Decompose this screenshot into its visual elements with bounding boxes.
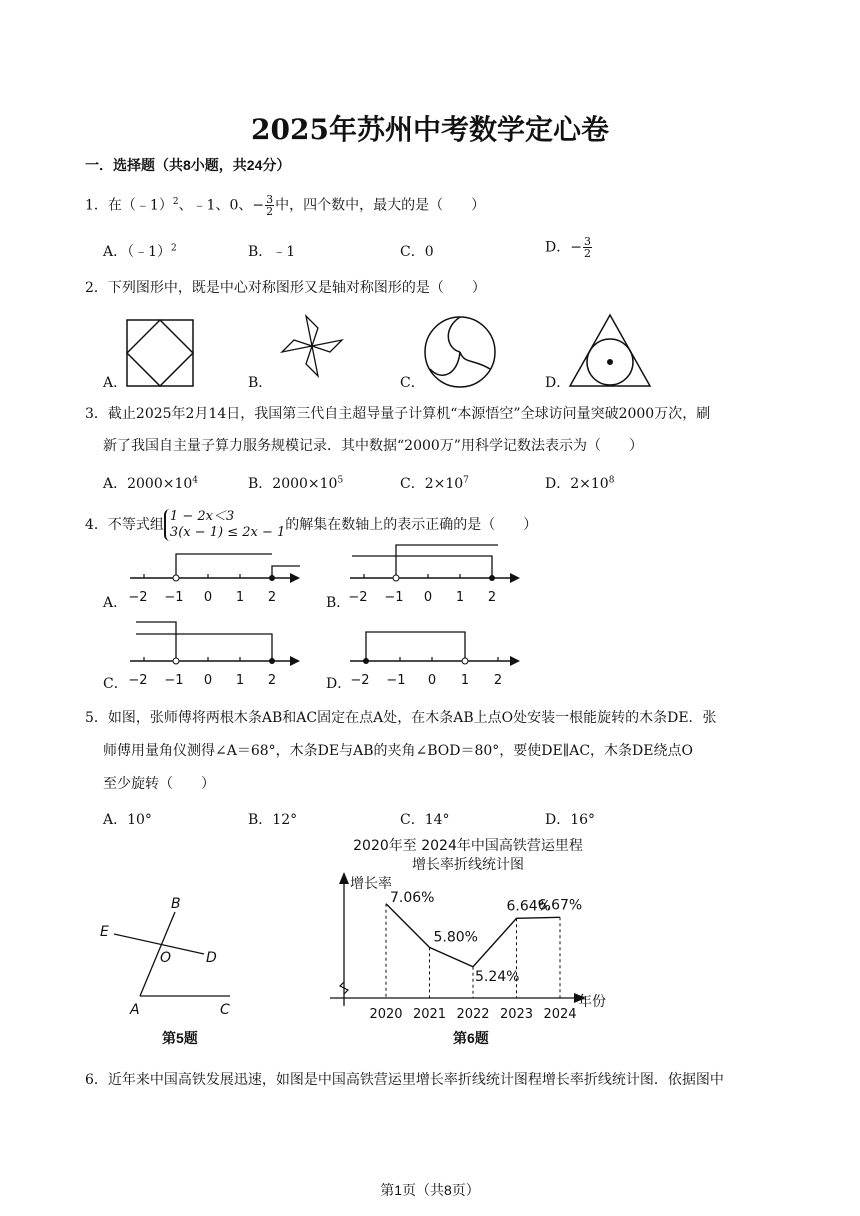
- q4-option-a[interactable]: A．: [103, 595, 128, 611]
- q3-option-a[interactable]: A．$2000\times 10^4$: [103, 475, 199, 492]
- inequality-system: 1 − 2x＜3 3(x − 1) ≤ 2x − 1: [164, 509, 285, 541]
- tick-label: 2: [267, 673, 277, 688]
- x-tick-label: 2021: [412, 1007, 447, 1022]
- number-line-a: [122, 548, 302, 608]
- x-tick-label: 2023: [499, 1007, 534, 1022]
- question-5-line-2: 师傅用量角仪测得∠A＝68°，木条DE与AB的夹角∠BOD＝80°，要使DE∥AC，木条DE绕点O: [103, 743, 693, 759]
- tick-label: −2: [128, 590, 148, 605]
- q3-option-b[interactable]: B．$2000\times 10^5$: [248, 475, 344, 492]
- x-tick-label: 2020: [369, 1007, 403, 1022]
- point-label-b: B: [171, 896, 181, 912]
- data-label: 6.67%: [537, 897, 583, 914]
- point-label-e: E: [100, 924, 109, 940]
- question-1-stem: 1．在（﹣1）$^2$、﹣1、0、− $\frac{3}{2}$ 中，四个数中，最大的是（ ）: [85, 193, 486, 219]
- question-6-line-1: 6．近年来中国高铁发展迅速，如图是中国高铁营运里增长率折线统计图程增长率折线统计图．依据图中: [85, 1072, 724, 1088]
- q2-option-b[interactable]: B．: [248, 375, 273, 391]
- question-4-stem: 4．不等式组 1 − 2x＜3 3(x − 1) ≤ 2x − 1 的解集在数轴上的表示正确的是（ ）: [85, 509, 538, 540]
- tick-label: −2: [348, 590, 368, 605]
- tick-label: −1: [386, 673, 406, 688]
- number-line-c: [122, 618, 302, 690]
- tick-label: 2: [487, 590, 497, 605]
- page-title: 2025年苏州中考数学定心卷: [251, 113, 609, 146]
- q4-option-c[interactable]: C．: [103, 676, 128, 692]
- q4-option-b[interactable]: B．: [326, 595, 351, 611]
- tick-label: 0: [423, 590, 433, 605]
- point-label-a: A: [130, 1002, 140, 1018]
- data-label: 5.80%: [433, 929, 478, 946]
- q3-option-d[interactable]: D．$2\times 10^8$: [545, 475, 615, 492]
- tick-label: −1: [164, 673, 184, 688]
- chart-subtitle: 增长率折线统计图: [412, 857, 524, 873]
- q1-option-c[interactable]: C．0: [400, 244, 434, 260]
- angle-figure: [98, 892, 243, 1022]
- data-label: 6.64%: [506, 898, 551, 915]
- tick-label: 1: [455, 590, 465, 605]
- data-label: 7.06%: [390, 889, 435, 906]
- triangle-incircle-figure: [566, 312, 654, 390]
- swirl-circle-figure: [422, 314, 498, 390]
- q1-option-a[interactable]: A．（﹣1）$^2$: [103, 243, 177, 260]
- point-label-o: O: [160, 950, 172, 966]
- tick-label: 0: [427, 673, 437, 688]
- tick-label: 1: [235, 590, 245, 605]
- figure-5-caption: 第5题: [162, 1030, 198, 1046]
- x-axis-label: 年份: [578, 994, 606, 1010]
- question-2-stem: 2．下列图形中，既是中心对称图形又是轴对称图形的是（ ）: [85, 280, 486, 296]
- pinwheel-figure: [270, 306, 355, 386]
- tick-label: −2: [350, 673, 370, 688]
- q3-option-c[interactable]: C．$2\times 10^7$: [400, 475, 469, 492]
- tick-label: 0: [203, 590, 213, 605]
- square-diamond-figure: [125, 318, 195, 388]
- q5-option-c[interactable]: C．14°: [400, 812, 450, 828]
- tick-label: −2: [128, 673, 148, 688]
- tick-label: 2: [267, 590, 277, 605]
- data-label: 5.24%: [475, 968, 520, 985]
- q5-option-a[interactable]: A．10°: [103, 812, 152, 828]
- tick-label: 1: [460, 673, 470, 688]
- figure-6-caption: 第6题: [453, 1030, 489, 1046]
- q2-option-d[interactable]: D．: [545, 375, 571, 391]
- tick-label: 1: [235, 673, 245, 688]
- y-axis-label: 增长率: [350, 876, 392, 892]
- x-tick-label: 2022: [456, 1007, 490, 1022]
- number-line-d: [342, 626, 522, 690]
- number-line-b: [342, 540, 522, 608]
- tick-label: −1: [164, 590, 184, 605]
- tick-label: 2: [493, 673, 503, 688]
- growth-rate-line-chart: [328, 832, 628, 1027]
- q5-option-d[interactable]: D．16°: [545, 812, 596, 828]
- question-5-line-3: 至少旋转（ ）: [103, 776, 215, 792]
- q1-option-d[interactable]: D．− $\frac{3}{2}$: [545, 235, 591, 260]
- q1-option-b[interactable]: B．﹣1: [248, 244, 296, 260]
- chart-title: 2020年至 2024年中国高铁营运里程: [353, 838, 583, 854]
- question-5-line-1: 5．如图，张师傅将两根木条AB和AC固定在点A处，在木条AB上点O处安装一根能旋转的木条DE．张: [85, 710, 717, 726]
- point-label-d: D: [206, 950, 217, 966]
- q2-option-a[interactable]: A．: [103, 375, 128, 391]
- tick-label: 0: [203, 673, 213, 688]
- question-3-line-1: 3．截止2025年2月14日，我国第三代自主超导量子计算机“本源悟空”全球访问量突破2000万次，刷: [85, 406, 711, 422]
- tick-label: −1: [384, 590, 404, 605]
- q4-option-d[interactable]: D．: [326, 676, 352, 692]
- section-heading: 一．选择题（共8小题，共24分）: [85, 157, 291, 173]
- q5-option-b[interactable]: B．12°: [248, 812, 298, 828]
- question-3-line-2: 新了我国自主量子算力服务规模记录．其中数据“2000万”用科学记数法表示为（ ）: [103, 438, 643, 454]
- q2-option-c[interactable]: C．: [400, 375, 425, 391]
- point-label-c: C: [220, 1002, 230, 1018]
- x-tick-label: 2024: [543, 1007, 577, 1022]
- page-footer: 第1页（共8页）: [380, 1182, 480, 1198]
